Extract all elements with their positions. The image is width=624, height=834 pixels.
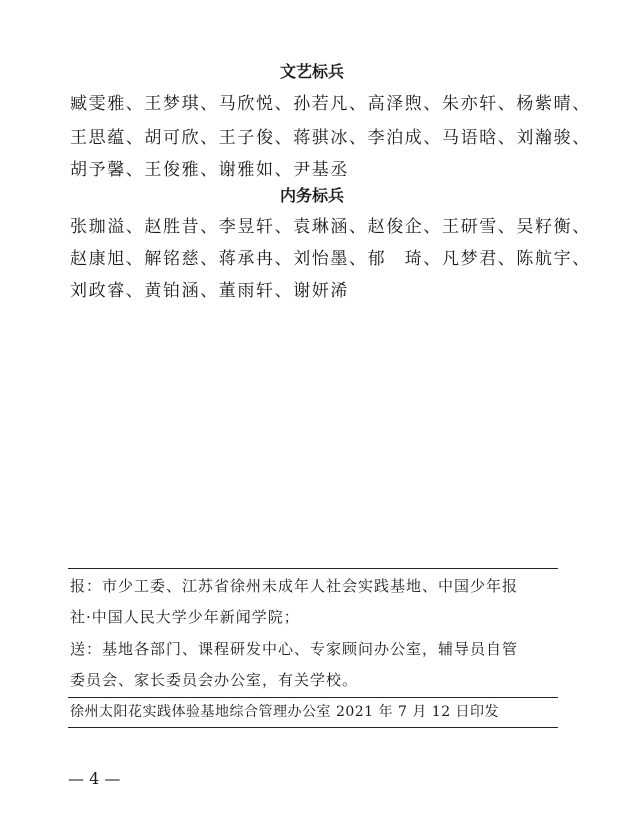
section-heading-housekeeping: 内务标兵	[279, 186, 344, 205]
page-number: — 4 —	[68, 769, 121, 788]
name-list-line: 刘政睿、黄铂涵、董雨轩、谢妍浠	[70, 281, 349, 301]
report-to-line: 社·中国人民大学少年新闻学院；	[70, 608, 300, 626]
name-list-line: 胡予馨、王俊雅、谢雅如、尹基丞	[70, 160, 349, 180]
footer-bottom-rule	[68, 727, 558, 728]
name-list-line: 张珈溢、赵胜昔、李昱轩、袁琳涵、赵俊企、王研雪、吴籽衡、	[70, 217, 591, 237]
section-heading-literary: 文艺标兵	[279, 62, 344, 81]
report-to-line: 报：市少工委、江苏省徐州未成年人社会实践基地、中国少年报	[70, 577, 519, 595]
send-to-line: 委员会、家长委员会办公室，有关学校。	[70, 671, 359, 689]
footer-top-rule	[68, 568, 558, 569]
name-list-line: 王思蕴、胡可欣、王子俊、蒋骐冰、李泊成、马语晗、刘瀚骏、	[70, 128, 591, 148]
footer-middle-rule	[68, 697, 558, 698]
name-list-line: 臧雯雅、王梦琪、马欣悦、孙若凡、高泽煦、朱亦轩、杨紫晴、	[70, 94, 591, 114]
issuer-line: 徐州太阳花实践体验基地综合管理办公室 2021 年 7 月 12 日印发	[70, 704, 500, 720]
name-list-line: 赵康旭、解铭慈、蒋承冉、刘怡墨、郁 琦、凡梦君、陈航宇、	[70, 249, 591, 269]
send-to-line: 送：基地各部门、课程研发中心、专家顾问办公室，辅导员自管	[70, 640, 519, 658]
